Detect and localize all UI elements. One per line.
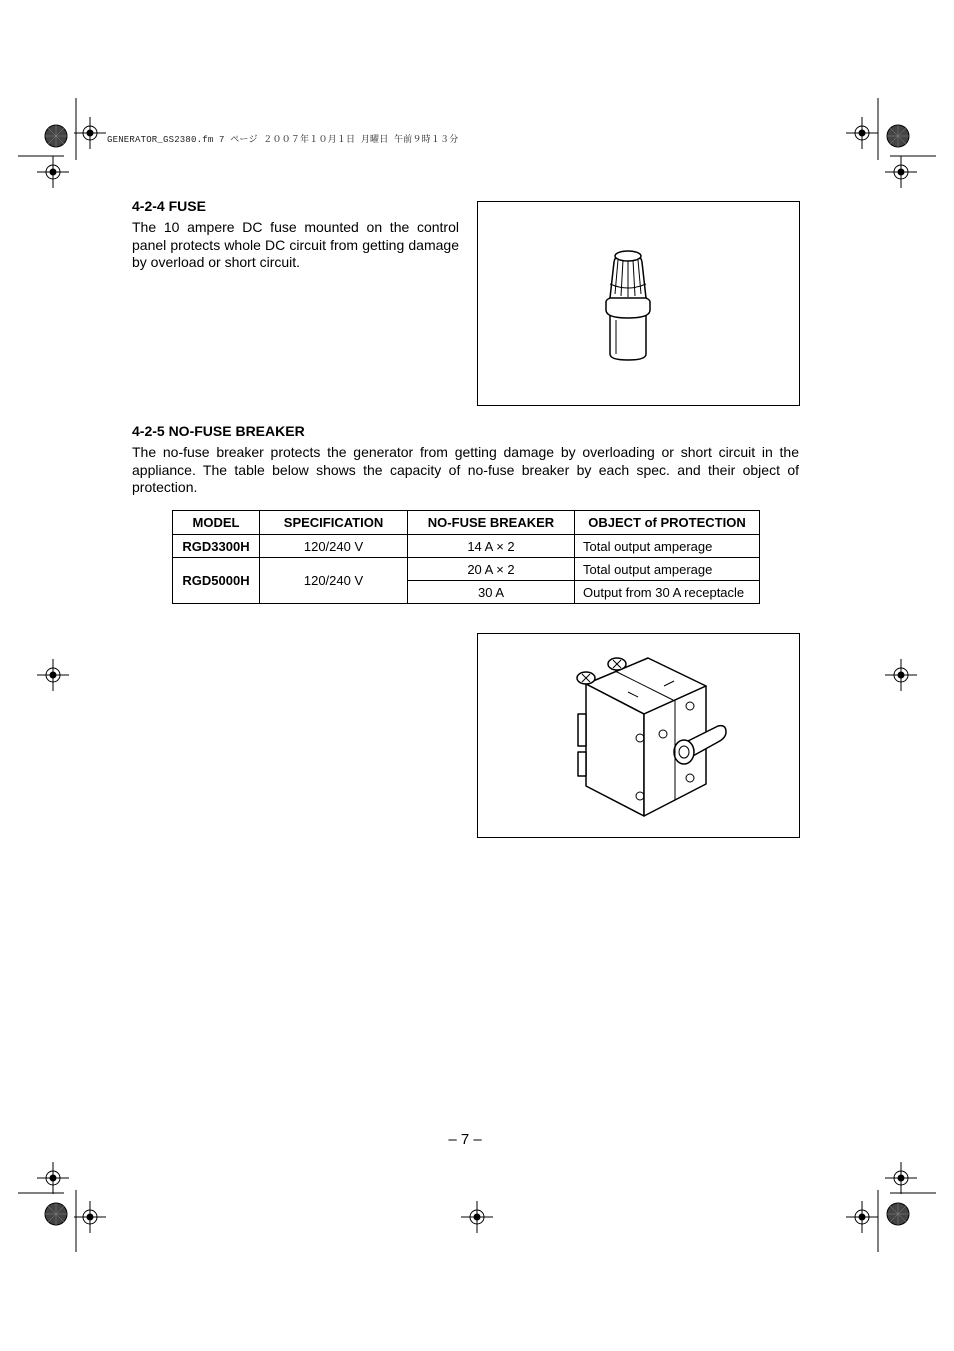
header-specification: SPECIFICATION <box>260 511 408 535</box>
file-header: GENERATOR_GS2380.fm 7 ページ ２００７年１０月１日 月曜日 午前９時１３分 <box>107 135 459 145</box>
model-cell: RGD5000H <box>173 558 260 604</box>
breaker-illustration <box>478 634 799 837</box>
object-cell: Output from 30 A receptacle <box>575 581 760 604</box>
breaker-capacity-table <box>172 510 760 604</box>
spec-cell: 120/240 V <box>260 558 408 604</box>
header-no-fuse-breaker: NO-FUSE BREAKER <box>408 511 575 535</box>
fuse-description: The 10 ampere DC fuse mounted on the control panel protects whole DC circuit from getting damage by overload or short circuit. <box>132 219 459 270</box>
table-row <box>173 558 760 581</box>
fuse-illustration <box>478 202 799 405</box>
object-cell: Total output amperage <box>575 558 760 581</box>
breaker-heading: 4-2-5 NO-FUSE BREAKER <box>132 423 305 439</box>
header-object-of-protection: OBJECT of PROTECTION <box>575 511 760 535</box>
table-row <box>173 535 760 558</box>
breaker-cell: 14 A × 2 <box>408 535 575 558</box>
header-model: MODEL <box>173 511 260 535</box>
breaker-cell: 30 A <box>408 581 575 604</box>
model-cell: RGD3300H <box>173 535 260 558</box>
breaker-cell: 20 A × 2 <box>408 558 575 581</box>
page-number: – 7 – <box>448 1131 482 1148</box>
breaker-figure <box>477 633 800 838</box>
spec-cell: 120/240 V <box>260 535 408 558</box>
fuse-heading: 4-2-4 FUSE <box>132 198 206 214</box>
breaker-description: The no-fuse breaker protects the generator from getting damage by overloading or short circuit in the appliance. The table below shows the capacity of no-fuse breaker by each spec. and their object of protection. <box>132 444 799 495</box>
object-cell: Total output amperage <box>575 535 760 558</box>
fuse-figure <box>477 201 800 406</box>
table-header-row <box>173 511 760 535</box>
